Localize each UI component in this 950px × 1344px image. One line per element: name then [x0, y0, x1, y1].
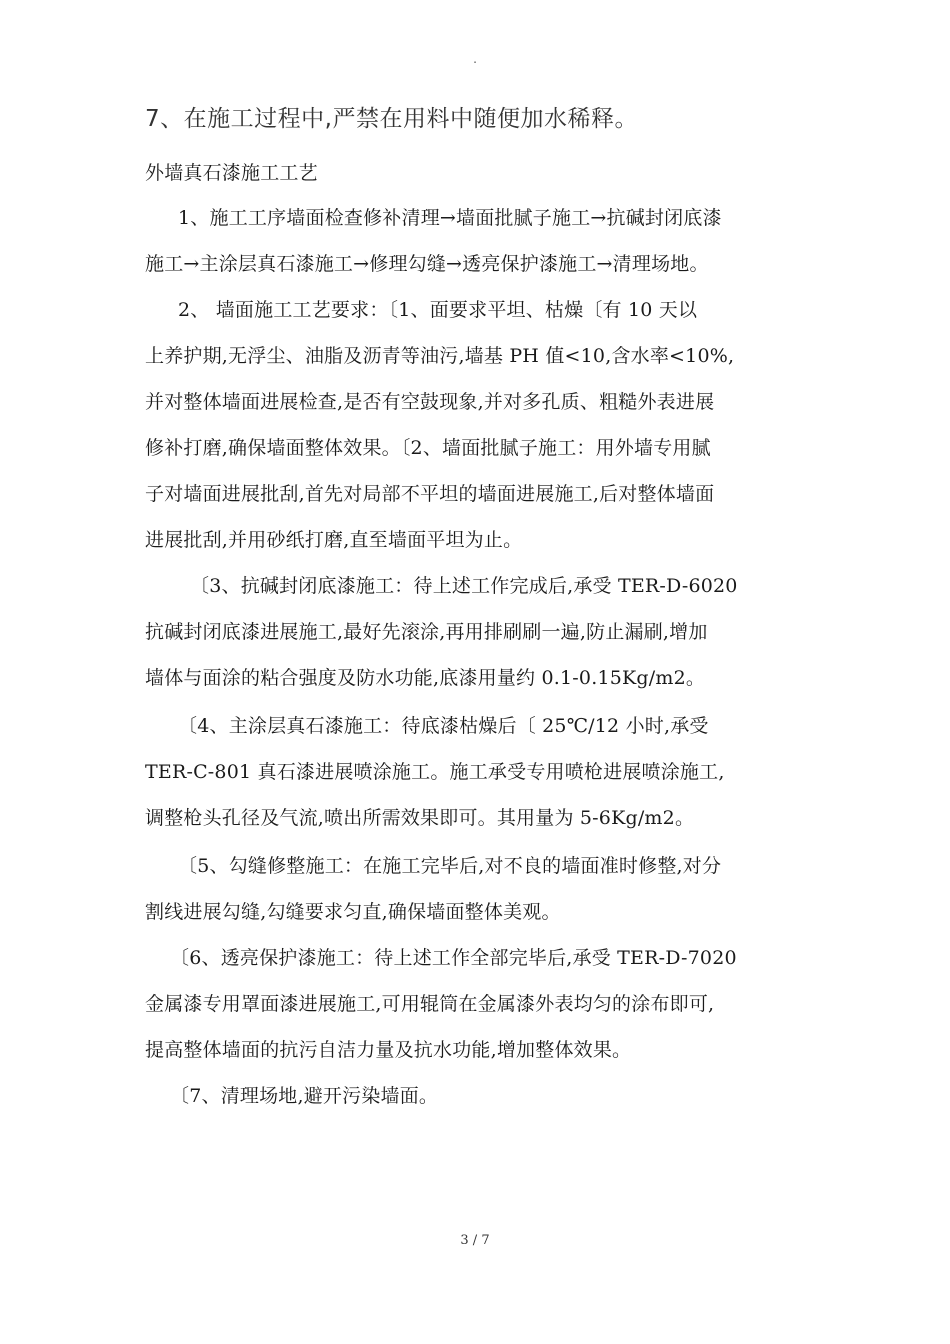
paragraph-line: 墙体与面涂的粘合强度及防水功能,底漆用量约 0.1-0.15Kg/m2。	[145, 667, 706, 689]
paragraph-line: 〔4、主涂层真石漆施工：待底漆枯燥后〔 25℃/12 小时,承受	[178, 715, 709, 737]
paragraph-line: 〔3、抗碱封闭底漆施工：待上述工作完成后,承受 TER-D-6020	[190, 575, 738, 597]
paragraph-line: 1、施工工序墙面检查修补清理→墙面批腻子施工→抗碱封闭底漆	[178, 207, 722, 229]
paragraph-line: 割线进展勾缝,勾缝要求匀直,确保墙面整体美观。	[145, 901, 561, 923]
section-title: 外墙真石漆施工工艺	[145, 162, 318, 184]
paragraph-line: 〔7、清理场地,避开污染墙面。	[170, 1085, 439, 1107]
paragraph-line: 修补打磨,确保墙面整体效果。〔2、墙面批腻子施工：用外墙专用腻	[145, 437, 711, 459]
paragraph-line: 〔5、勾缝修整施工：在施工完毕后,对不良的墙面准时修整,对分	[178, 855, 722, 877]
paragraph-line: 2、 墙面施工工艺要求：〔1、面要求平坦、枯燥〔有 10 天以	[178, 299, 698, 321]
paragraph-line: 调整枪头孔径及气流,喷出所需效果即可。其用量为 5-6Kg/m2。	[145, 807, 695, 829]
paragraph-line: 进展批刮,并用砂纸打磨,直至墙面平坦为止。	[145, 529, 523, 551]
paragraph-line: 上养护期,无浮尘、油脂及沥青等油污,墙基 PH 值<10,含水率<10%,	[145, 345, 735, 367]
paragraph-line: TER-C-801 真石漆进展喷涂施工。施工承受专用喷枪进展喷涂施工,	[145, 761, 725, 783]
header-mark: .	[473, 52, 477, 66]
paragraph-line: 施工→主涂层真石漆施工→修理勾缝→透亮保护漆施工→清理场地。	[145, 253, 709, 275]
paragraph-line: 提高整体墙面的抗污自洁力量及抗水功能,增加整体效果。	[145, 1039, 632, 1061]
page-number: 3 / 7	[460, 1233, 490, 1248]
paragraph-line: 子对墙面进展批刮,首先对局部不平坦的墙面进展施工,后对整体墙面	[145, 483, 715, 505]
paragraph-line: 并对整体墙面进展检查,是否有空鼓现象,并对多孔质、粗糙外表进展	[145, 391, 715, 413]
paragraph-line: 〔6、透亮保护漆施工：待上述工作全部完毕后,承受 TER-D-7020	[170, 947, 737, 969]
paragraph-line: 抗碱封闭底漆进展施工,最好先滚涂,再用排刷刷一遍,防止漏刷,增加	[145, 621, 708, 643]
page-heading: 7、在施工过程中,严禁在用料中随便加水稀释。	[145, 106, 638, 132]
paragraph-line: 金属漆专用罩面漆进展施工,可用辊筒在金属漆外表均匀的涂布即可,	[145, 993, 715, 1015]
